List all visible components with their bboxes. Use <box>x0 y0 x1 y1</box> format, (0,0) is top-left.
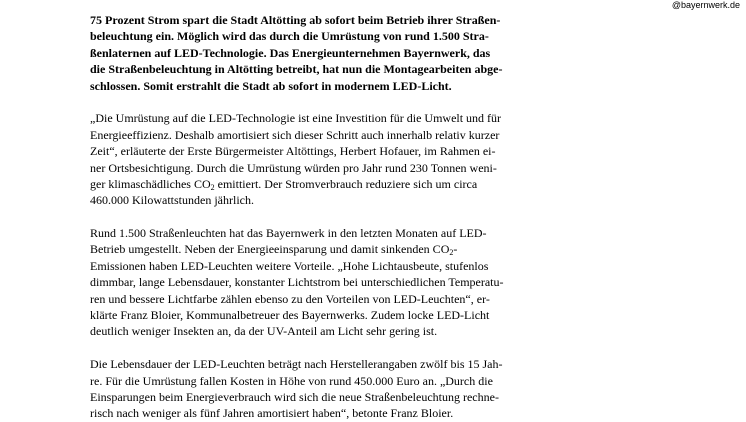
text-fragment: ger klimaschädliches CO <box>90 176 211 191</box>
text-line <box>90 176 568 192</box>
paragraph-gap <box>90 94 568 110</box>
text-line: Emissionen haben LED-Leuchten weitere Vorteile. „Hohe Lichtausbeute, stufenlos <box>90 258 489 273</box>
text-line: schlossen. Somit erstrahlt die Stadt ab sofort in modernem LED-Licht. <box>90 78 452 93</box>
text-line: die Straßenbeleuchtung in Altötting betreibt, hat nun die Montagearbeiten abge- <box>90 62 503 77</box>
press-release-body <box>90 12 568 422</box>
text-line: Zeit“, erläuterte der Erste Bürgermeister Altöttings, Herbert Hofauer, im Rahmen ei- <box>90 144 496 159</box>
text-line: ren und bessere Lichtfarbe zählen ebenso zu den Vorteilen von LED-Leuchten“, er- <box>90 291 490 306</box>
source-watermark: @bayernwerk.de <box>671 0 740 10</box>
text-line: ßenlaternen auf LED-Technologie. Das Energieunternehmen Bayernwerk, das <box>90 45 491 60</box>
costs-paragraph <box>90 356 568 422</box>
text-line: re. Für die Umrüstung fallen Kosten in Höhe von rund 450.000 Euro an. „Durch die <box>90 373 493 388</box>
text-line: beleuchtung ein. Möglich wird das durch die Umrüstung von rund 1.500 Stra- <box>90 29 489 44</box>
benefits-paragraph <box>90 225 568 340</box>
text-fragment: Betrieb umgestellt. Neben der Energieeinsparung und damit sinkenden CO <box>90 242 450 257</box>
text-fragment: - <box>453 242 458 257</box>
text-line: Einsparungen beim Energieverbrauch wird sich die neue Straßenbeleuchtung rechne- <box>90 389 499 404</box>
text-line: 460.000 Kilowattstunden jährlich. <box>90 193 254 208</box>
text-line <box>90 241 568 257</box>
text-line: klärte Franz Bloier, Kommunalbetreuer des Bayernwerks. Zudem locke LED-Licht <box>90 308 490 323</box>
text-line: Die Lebensdauer der LED-Leuchten beträgt nach Herstellerangaben zwölf bis 15 Jah- <box>90 357 503 372</box>
paragraph-gap <box>90 340 568 356</box>
text-line: dimmbar, lange Lebensdauer, konstanter Lichtstrom bei unterschiedlichen Temperatu- <box>90 275 504 290</box>
lead-paragraph <box>90 12 568 94</box>
text-line: „Die Umrüstung auf die LED-Technologie ist eine Investition für die Umwelt und für <box>90 111 502 126</box>
text-line: 75 Prozent Strom spart die Stadt Altötting ab sofort beim Betrieb ihrer Straßen- <box>90 13 501 27</box>
text-line: ner Ortsbesichtigung. Durch die Umrüstung würden pro Jahr rund 230 Tonnen weni- <box>90 160 497 175</box>
quote-paragraph <box>90 110 568 208</box>
text-line: risch nach weniger als fünf Jahren amortisiert haben“, betonte Franz Bloier. <box>90 406 454 421</box>
subscript: 2 <box>449 248 454 258</box>
text-line: deutlich weniger Insekten an, da der UV-Anteil am Licht sehr gering ist. <box>90 324 438 339</box>
text-line: Rund 1.500 Straßenleuchten hat das Bayernwerk in den letzten Monaten auf LED- <box>90 226 487 241</box>
subscript: 2 <box>210 182 215 192</box>
text-line: Energieeffizienz. Deshalb amortisiert sich dieser Schritt auch innerhalb relativ kurzer <box>90 127 500 142</box>
text-fragment: emittiert. Der Stromverbrauch reduziere sich um circa <box>214 176 478 191</box>
paragraph-gap <box>90 209 568 225</box>
